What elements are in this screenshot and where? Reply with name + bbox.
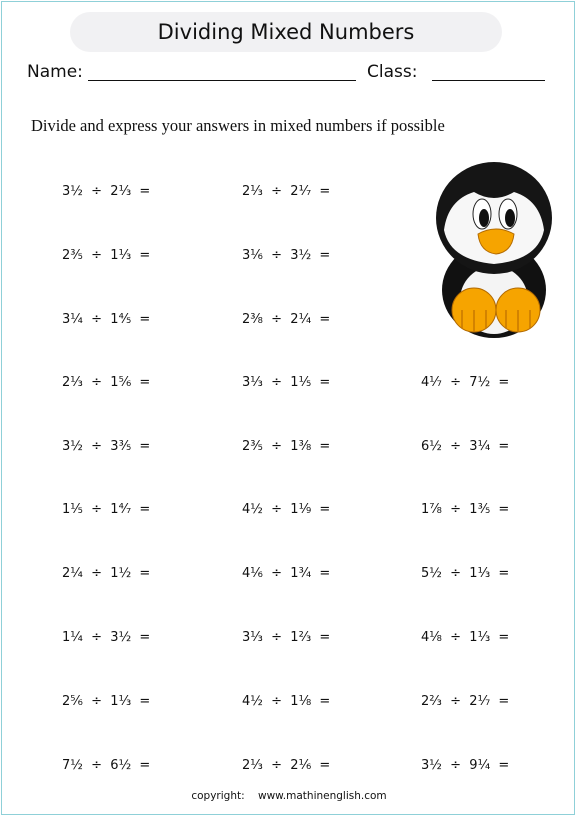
- penguin-illustration: [434, 160, 552, 338]
- class-label: Class:: [367, 62, 418, 82]
- problem: 4½ ÷ 1⅛ =: [242, 694, 331, 709]
- problem: 3½ ÷ 3⅗ =: [62, 439, 151, 454]
- problem: 2⅗ ÷ 1⅓ =: [62, 248, 151, 263]
- problem: 3⅙ ÷ 3½ =: [242, 248, 331, 263]
- problem: 6½ ÷ 3¼ =: [421, 439, 510, 454]
- problem: 4⅐ ÷ 7½ =: [421, 375, 510, 390]
- penguin-pupil-right: [505, 209, 515, 227]
- problem: 3¼ ÷ 1⅘ =: [62, 312, 151, 327]
- problem: 3½ ÷ 2⅓ =: [62, 184, 151, 199]
- problem: 2⅚ ÷ 1⅓ =: [62, 694, 151, 709]
- problem: 7½ ÷ 6½ =: [62, 758, 151, 773]
- problem: 5½ ÷ 1⅓ =: [421, 566, 510, 581]
- problem: 4⅙ ÷ 1¾ =: [242, 566, 331, 581]
- problem: 4½ ÷ 1⅑ =: [242, 502, 331, 517]
- problem: 1⅞ ÷ 1⅗ =: [421, 502, 510, 517]
- problem: 2⅔ ÷ 2⅐ =: [421, 694, 510, 709]
- problem: 4⅛ ÷ 1⅓ =: [421, 630, 510, 645]
- problem: 1¼ ÷ 3½ =: [62, 630, 151, 645]
- page-title: Dividing Mixed Numbers: [157, 20, 415, 44]
- copyright-footer: copyright: www.mathinenglish.com: [191, 790, 387, 802]
- penguin-pupil-left: [479, 209, 489, 227]
- problem: 1⅕ ÷ 1⁴⁄₇ =: [62, 502, 151, 517]
- problem: 2¼ ÷ 1½ =: [62, 566, 151, 581]
- problem: 2⅜ ÷ 2¼ =: [242, 312, 331, 327]
- problem: 2⅗ ÷ 1⅜ =: [242, 439, 331, 454]
- instructions: Divide and express your answers in mixed numbers if possible: [31, 116, 445, 135]
- name-label: Name:: [27, 62, 83, 82]
- name-line: [88, 80, 356, 81]
- problem: 2⅓ ÷ 2⅙ =: [242, 758, 331, 773]
- class-line: [432, 80, 545, 81]
- problem: 2⅓ ÷ 2¹⁄₇ =: [242, 184, 331, 199]
- problem: 3⅓ ÷ 1⅕ =: [242, 375, 331, 390]
- problem: 2⅓ ÷ 1⅚ =: [62, 375, 151, 390]
- problem: 3½ ÷ 9¼ =: [421, 758, 510, 773]
- problem: 3⅓ ÷ 1⅔ =: [242, 630, 331, 645]
